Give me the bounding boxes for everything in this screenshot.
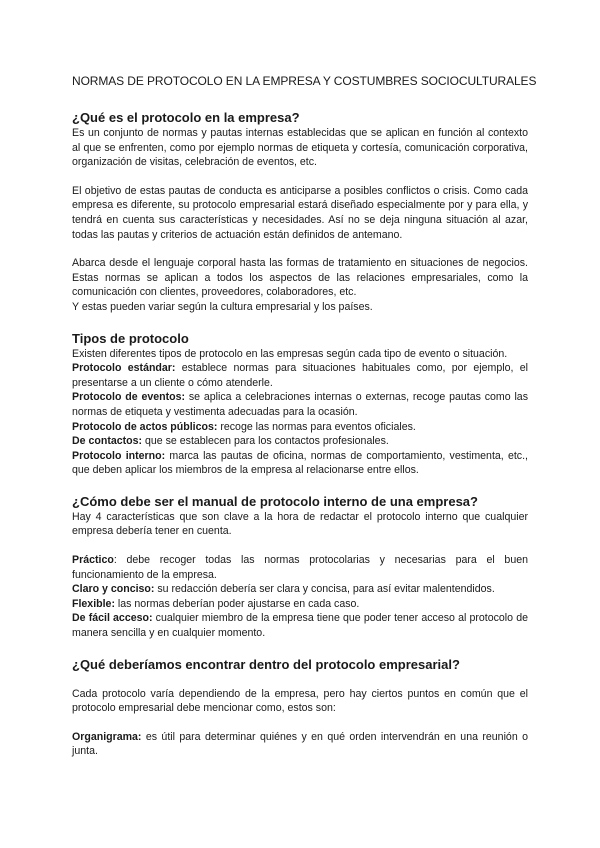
paragraph: Y estas pueden variar según la cultura empresarial y los países. (72, 300, 373, 313)
definition: su redacción debería ser clara y concisa, para así evitar malentendidos. (154, 583, 495, 596)
definition: se aplica a celebraciones internas o externas, recoge pautas como las normas de etiqueta y vestimenta adecuadas para la ocasión. (72, 391, 528, 418)
list-item (72, 597, 528, 612)
term: De contactos: (72, 435, 143, 448)
paragraph: Cada protocolo varía dependiendo de la empresa, pero hay ciertos puntos en común que el protocolo empresarial debe mencionar como, estos son: (72, 687, 528, 715)
paragraph: El objetivo de estas pautas de conducta es anticiparse a posibles conflictos o crisis. Como cada empresa es diferente, su protocolo empresarial estará diseñado especialmente por y para ella, y tendrá en cuenta sus características y necesidades. Así no se deja ninguna situación al azar, todas las pautas y criterios de actuación están definidos de antemano. (72, 184, 528, 241)
term: Protocolo interno: (72, 449, 166, 462)
document-content (72, 74, 537, 759)
list-item (72, 611, 528, 640)
list-item (72, 420, 528, 435)
definition: que se establecen para los contactos profesionales. (142, 435, 389, 448)
document-title: NORMAS DE PROTOCOLO EN LA EMPRESA Y COSTUMBRES SOCIOCULTURALES (72, 74, 537, 88)
term: Protocolo estándar: (72, 362, 176, 375)
definition: establece normas para situaciones habituales como, por ejemplo, el presentarse a un cliente o cómo atenderle. (72, 362, 528, 389)
term: De fácil acceso: (72, 612, 153, 625)
definition: las normas deberían poder ajustarse en cada caso. (114, 597, 360, 610)
definition: es útil para determinar quiénes y en qué orden intervendrán en una reunión o junta. (72, 730, 528, 758)
definition: : debe recoger todas las normas protocolarias y necesarias para el buen funcionamiento de la empresa. (72, 554, 528, 581)
section-heading-protocol-types: Tipos de protocolo (72, 330, 189, 346)
list-item (72, 449, 528, 478)
section-heading-contents: ¿Qué deberíamos encontrar dentro del protocolo empresarial? (72, 656, 460, 672)
term: Organigrama: (72, 730, 142, 743)
term: Protocolo de eventos: (72, 391, 186, 404)
list-item (72, 582, 528, 597)
section-heading-manual: ¿Cómo debe ser el manual de protocolo interno de una empresa? (72, 493, 478, 509)
paragraph: Abarca desde el lenguaje corporal hasta las formas de tratamiento en situaciones de negocios. Estas normas se aplican a todos los aspectos de las relaciones empresariales, como la comunicación con clientes, proveedores, colaboradores, etc. (72, 257, 528, 299)
list-item (72, 434, 528, 449)
definition: recoge las normas para eventos oficiales. (217, 420, 416, 433)
definition: cualquier miembro de la empresa tiene que poder tener acceso al protocolo de manera sencilla y en cualquier momento. (72, 612, 528, 640)
paragraph: Es un conjunto de normas y pautas internas establecidas que se aplican en función al contexto al que se enfrenten, como por ejemplo normas de etiqueta y cortesía, comunicación corporativa, organización de visitas, celebración de eventos, etc. (72, 127, 528, 169)
list-item (72, 730, 528, 759)
term: Práctico (72, 554, 114, 567)
list-item (72, 553, 528, 582)
definition: marca las pautas de oficina, normas de comportamiento, vestimenta, etc., que deben aplicar los miembros de la empresa al relacionarse entre ellos. (72, 449, 528, 477)
paragraph: Existen diferentes tipos de protocolo en las empresas según cada tipo de evento o situación. (72, 347, 508, 360)
list-item (72, 390, 528, 419)
paragraph: Hay 4 características que son clave a la hora de redactar el protocolo interno que cualquier empresa debería tener en cuenta. (72, 510, 528, 538)
term: Flexible: (72, 597, 115, 610)
term: Protocolo de actos públicos: (72, 420, 218, 433)
term: Claro y conciso: (72, 583, 155, 596)
list-item (72, 361, 528, 390)
section-heading-what-is-protocol: ¿Qué es el protocolo en la empresa? (72, 110, 300, 125)
